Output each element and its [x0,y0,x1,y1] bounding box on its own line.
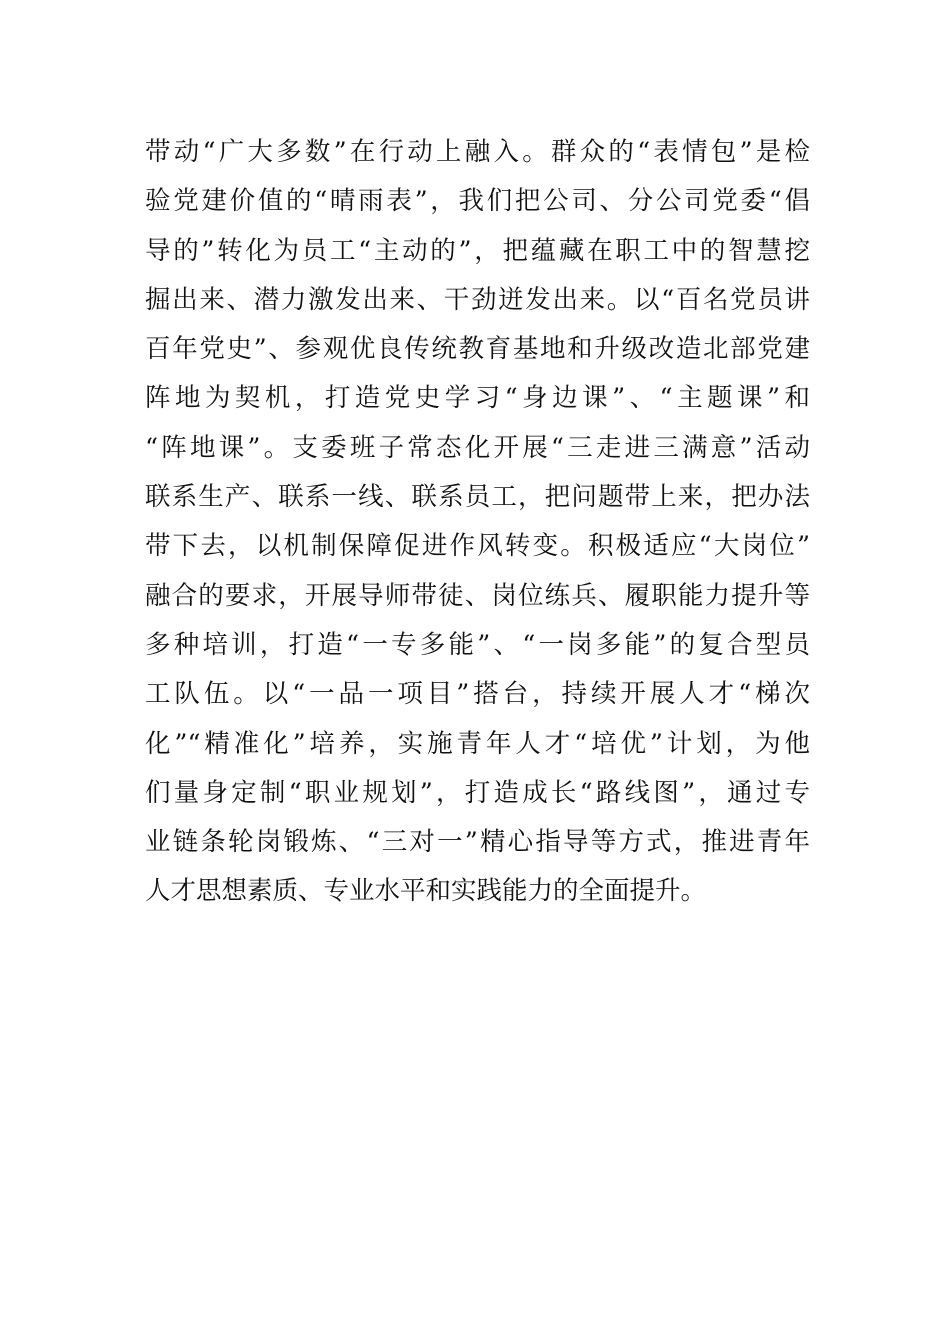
paragraph-line: 百年党史”、参观优良传统教育基地和升级改造北部党建 [145,334,810,365]
paragraph-line: 融合的要求，开展导师带徒、岗位练兵、履职能力提升等 [145,580,810,611]
paragraph-line: 掘出来、潜力激发出来、干劲迸发出来。以“百名党员讲 [145,284,810,315]
paragraph-line: 验党建价值的“晴雨表”，我们把公司、分公司党委“倡 [145,186,810,217]
paragraph-line: “阵地课”。支委班子常态化开展“三走进三满意”活动 [145,432,810,463]
paragraph-line: 工队伍。以“一品一项目”搭台，持续开展人才“梯次 [145,679,810,710]
paragraph-line: 阵地为契机，打造党史学习“身边课”、“主题课”和 [145,383,810,414]
paragraph-line: 多种培训，打造“一专多能”、“一岗多能”的复合型员 [145,629,810,660]
body-paragraph [145,128,810,917]
paragraph-line: 们量身定制“职业规划”，打造成长“路线图”，通过专 [145,777,810,808]
paragraph-line: 化”“精准化”培养，实施青年人才“培优”计划，为他 [145,728,810,759]
paragraph-line: 联系生产、联系一线、联系员工，把问题带上来，把办法 [145,482,810,513]
paragraph-line: 带下去，以机制保障促进作风转变。积极适应“大岗位” [145,531,810,562]
paragraph-line: 导的”转化为员工“主动的”，把蕴藏在职工中的智慧挖 [145,235,810,266]
paragraph-line: 业链条轮岗锻炼、“三对一”精心指导等方式，推进青年 [145,827,810,858]
paragraph-line: 带动“广大多数”在行动上融入。群众的“表情包”是检 [145,137,810,167]
paragraph-line: 人才思想素质、专业水平和实践能力的全面提升。 [145,876,707,907]
